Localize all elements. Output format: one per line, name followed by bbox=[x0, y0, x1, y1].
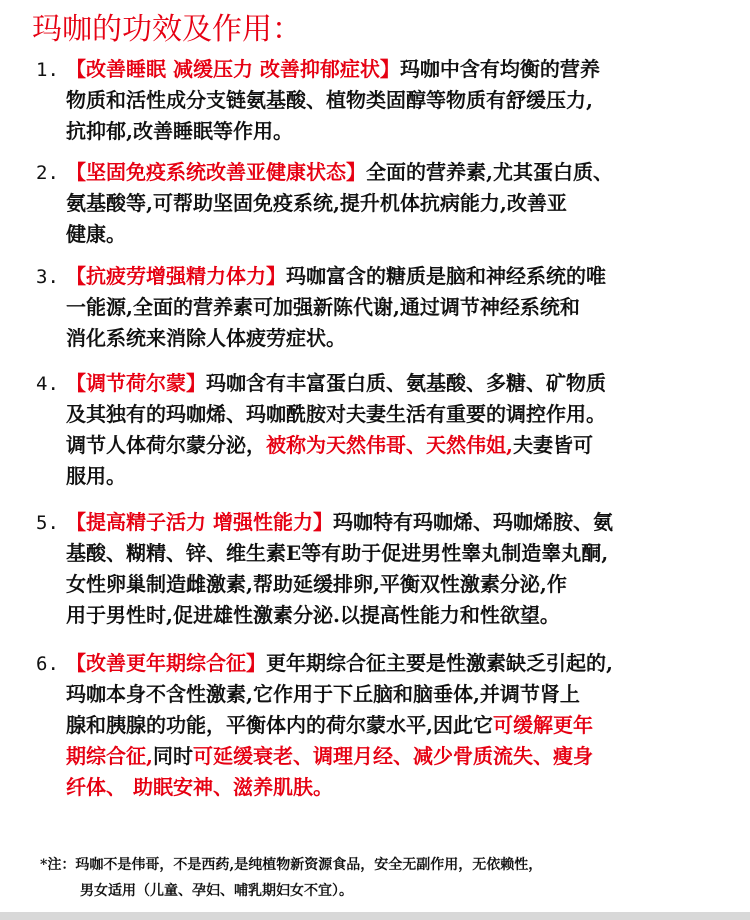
item-text: 抗抑郁,改善睡眠等作用。 bbox=[66, 119, 293, 143]
item-text: 氨基酸等,可帮助坚固免疫系统,提升机体抗病能力,改善亚 bbox=[66, 191, 567, 215]
item-text: 消化系统来消除人体疲劳症状。 bbox=[66, 326, 346, 350]
item-heading: 【改善更年期综合征】 bbox=[66, 651, 266, 675]
item-line bbox=[36, 430, 726, 461]
item-number: 3. bbox=[36, 266, 59, 288]
item-text: 女性卵巢制造雌激素,帮助延缓排卵,平衡双性激素分泌,作 bbox=[66, 572, 567, 596]
item-line bbox=[36, 648, 726, 679]
item-text: 一能源,全面的营养素可加强新陈代谢,通过调节神经系统和 bbox=[66, 295, 580, 319]
item-line bbox=[36, 600, 726, 631]
benefit-item-1 bbox=[36, 54, 726, 147]
benefit-item-6 bbox=[36, 648, 726, 803]
item-line bbox=[36, 157, 726, 188]
item-number: 4. bbox=[36, 373, 59, 395]
item-text: 调节人体荷尔蒙分泌， bbox=[66, 433, 266, 457]
item-line bbox=[36, 710, 726, 741]
item-text: 物质和活性成分支链氨基酸、植物类固醇等物质有舒缓压力, bbox=[66, 88, 593, 112]
highlight-text: 可延缓衰老、调理月经、减少骨质流失、瘦身 bbox=[192, 744, 593, 768]
item-line bbox=[36, 85, 726, 116]
item-number: 2. bbox=[36, 162, 59, 184]
benefit-item-5 bbox=[36, 507, 726, 631]
item-line bbox=[36, 507, 726, 538]
highlight-text: 被称为天然伟哥、天然伟姐, bbox=[266, 433, 513, 457]
footnote-line-1: *注：玛咖不是伟哥，不是西药,是纯植物新资源食品，安全无副作用，无依赖性， bbox=[40, 857, 543, 873]
benefit-item-2 bbox=[36, 157, 726, 250]
item-heading: 【改善睡眠 减缓压力 改善抑郁症状】 bbox=[66, 57, 400, 81]
item-text: 同时 bbox=[152, 744, 193, 768]
item-line bbox=[36, 679, 726, 710]
bottom-divider bbox=[0, 912, 750, 920]
item-line bbox=[36, 772, 726, 803]
item-heading: 【提高精子活力 增强性能力】 bbox=[66, 510, 333, 534]
item-line bbox=[36, 461, 726, 492]
item-line bbox=[36, 368, 726, 399]
item-text: 全面的营养素,尤其蛋白质、 bbox=[366, 160, 613, 184]
item-text: 玛咖本身不含性激素,它作用于下丘脑和脑垂体,并调节肾上 bbox=[66, 682, 580, 706]
item-text: 玛咖中含有均衡的营养 bbox=[399, 57, 600, 81]
item-text: 更年期综合征主要是性激素缺乏引起的, bbox=[266, 651, 613, 675]
item-text: 腺和胰腺的功能，平衡体内的荷尔蒙水平,因此它 bbox=[66, 713, 493, 737]
item-heading: 【坚固免疫系统改善亚健康状态】 bbox=[66, 160, 366, 184]
item-number: 6. bbox=[36, 653, 59, 675]
footnote-line-2: 男女适用（儿童、孕妇、哺乳期妇女不宜）。 bbox=[80, 883, 353, 899]
highlight-text: 期综合征, bbox=[66, 744, 153, 768]
item-line bbox=[36, 569, 726, 600]
item-heading: 【调节荷尔蒙】 bbox=[66, 371, 206, 395]
benefit-item-4 bbox=[36, 368, 726, 492]
item-text: 基酸、糊精、锌、维生素E等有助于促进男性睾丸制造睾丸酮, bbox=[66, 541, 609, 565]
item-number: 5. bbox=[36, 512, 59, 534]
item-number: 1. bbox=[36, 59, 59, 81]
highlight-text: 可缓解更年 bbox=[492, 713, 593, 737]
highlight-text: 纤体、 助眠安神、滋养肌肤。 bbox=[66, 775, 333, 799]
benefit-item-3 bbox=[36, 261, 726, 354]
footnote bbox=[40, 852, 730, 904]
item-text: 服用。 bbox=[66, 464, 126, 488]
item-line bbox=[36, 219, 726, 250]
item-line bbox=[36, 261, 726, 292]
page-title: 玛咖的功效及作用： bbox=[32, 12, 302, 47]
item-text: 玛咖特有玛咖烯、玛咖烯胺、氨 bbox=[332, 510, 613, 534]
item-line bbox=[36, 741, 726, 772]
item-text: 玛咖富含的糖质是脑和神经系统的唯 bbox=[286, 264, 606, 288]
item-line bbox=[36, 188, 726, 219]
item-line bbox=[36, 538, 726, 569]
item-line bbox=[36, 116, 726, 147]
item-text: 用于男性时,促进雄性激素分泌.以提高性能力和性欲望。 bbox=[66, 603, 560, 627]
item-heading: 【抗疲劳增强精力体力】 bbox=[66, 264, 286, 288]
item-text: 健康。 bbox=[66, 222, 126, 246]
item-text: 及其独有的玛咖烯、玛咖酰胺对夫妻生活有重要的调控作用。 bbox=[66, 402, 606, 426]
item-line bbox=[36, 323, 726, 354]
item-line bbox=[36, 292, 726, 323]
item-line bbox=[36, 54, 726, 85]
item-text: 玛咖含有丰富蛋白质、氨基酸、多糖、矿物质 bbox=[206, 371, 606, 395]
item-line bbox=[36, 399, 726, 430]
item-text: 夫妻皆可 bbox=[512, 433, 593, 457]
